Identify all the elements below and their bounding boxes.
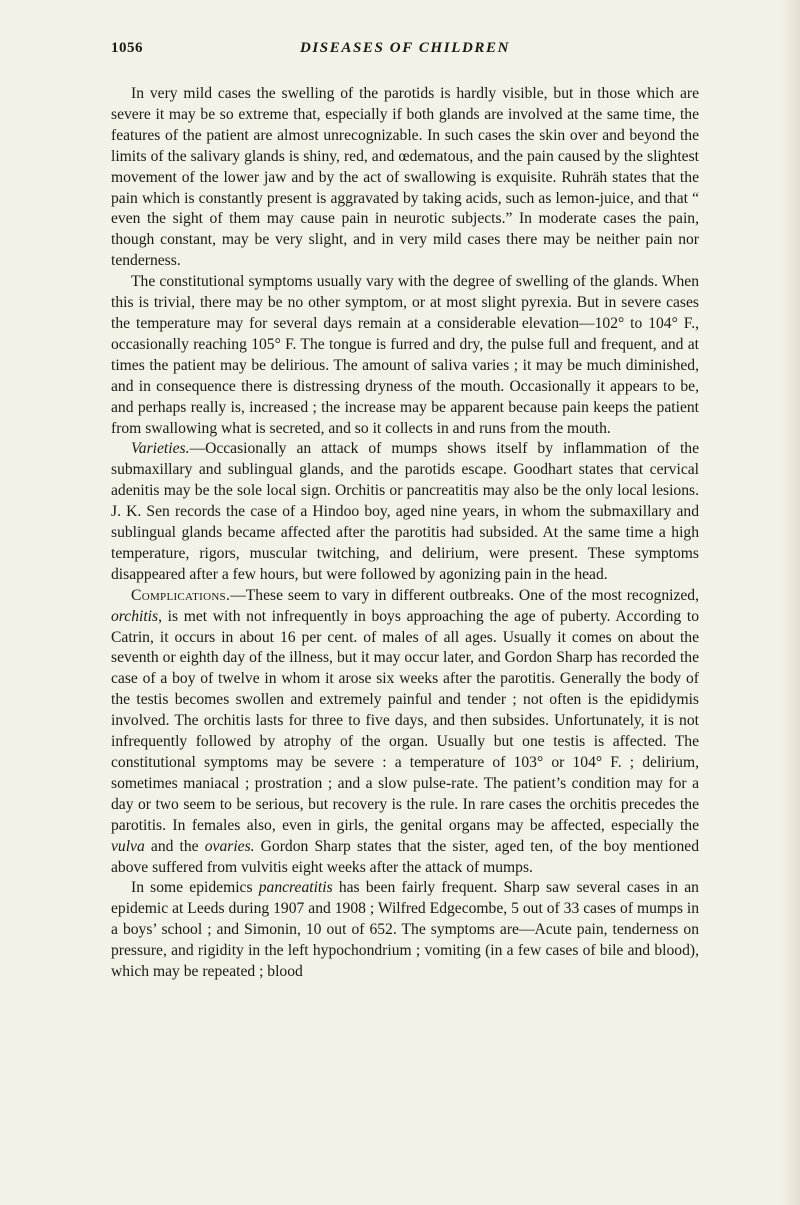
varieties-heading: Varieties. xyxy=(131,440,190,458)
complications-text-b: , is met with not infrequently in boys approaching the age of puberty. According to Catrin, it occurs in about 16 per cent. of males of all ages. Usually it comes on about the seventh or eighth day of the illness, but it may occur later, and Gordon Sharp has recorded the case of a boy of twelve in whom it arose six weeks after the parotitis. Generally the body of the testis becomes swollen and extremely painful and tender ; not often is the epididymis involved. The orchitis lasts for three to five days, and then subsides. Unfortunately, it is not infrequently followed by atrophy of the organ. Usually but one testis is affected. The constitutional symptoms may be severe : a temperature of 103° or 104° F. ; delirium, sometimes maniacal ; prostration ; and a slow pulse-rate. The patient’s condition may for a day or two seem to be serious, but recovery is the rule. In rare cases the orchitis precedes the parotitis. In females also, even in girls, the genital organs may be affected, especially the xyxy=(111,607,699,834)
pancreatitis-text-a: In some epidemics xyxy=(131,879,259,897)
paragraph-pancreatitis xyxy=(111,878,699,983)
complications-text-a: —These seem to vary in different outbreaks. One of the most recognized, xyxy=(230,586,699,604)
complications-text-c: and the xyxy=(144,837,205,855)
paragraph-constitutional-symptoms: The constitutional symptoms usually vary with the degree of swelling of the glands. When this is trivial, there may be no other symptom, or at most slight pyrexia. But in severe cases the temperature may for several days remain at a considerable elevation—102° to 104° F., occasionally reaching 105° F. The tongue is furred and dry, the pulse full and frequent, and at times the patient may be delirious. The amount of saliva varies ; it may be much diminished, and in consequence there is distressing dryness of the mouth. Occasionally it appears to be, and perhaps really is, increased ; the increase may be apparent because pain keeps the patient from swallowing what is secreted, and so it collects in and runs from the mouth. xyxy=(111,273,699,437)
pancreatitis-text-b: has been fairly frequent. Sharp saw several cases in an epidemic at Leeds during 1907 and 1908 ; Wilfred Edgecombe, 5 out of 33 cases of mumps in a boys’ school ; and Simonin, 10 out of 652. The symptoms are—Acute pain, tenderness on pressure, and rigidity in the left hypochondrium ; vomiting (in a few cases of bile and blood), which may be repeated ; blood xyxy=(111,879,699,981)
complications-text-d: Gordon Sharp states that the sister, aged ten, of the boy mentioned above suffered from vulvitis eight weeks after the attack of mumps. xyxy=(111,837,699,876)
complications-heading: Complications. xyxy=(131,586,231,604)
term-pancreatitis: pancreatitis xyxy=(258,879,333,897)
paragraph-swelling: In very mild cases the swelling of the parotids is hardly visible, but in those which are severe it may be so extreme that, especially if both glands are involved at the same time, the features of the patient are almost unrecognizable. In such cases the skin over and beyond the limits of the salivary glands is shiny, red, and œdematous, and the pain caused by the slightest movement of the lower jaw and by the act of swallowing is exquisite. Ruhräh states that the pain which is constantly present is aggravated by taking acids, such as lemon-juice, and that “ even the sight of them may cause pain in neurotic subjects.” In moderate cases the pain, though constant, may be very slight, and in very mild cases there may be neither pain nor tenderness. xyxy=(111,85,699,270)
paragraph-varieties xyxy=(111,439,699,585)
running-title: DISEASES OF CHILDREN xyxy=(299,40,511,56)
page-header xyxy=(111,40,699,60)
term-orchitis: orchitis xyxy=(111,607,159,625)
varieties-text: —Occasionally an attack of mumps shows itself by inflammation of the submaxillary and sublingual glands, and the parotids escape. Goodhart states that cervical adenitis may be the sole local sign. Orchitis or pancreatitis may also be the only local lesions. J. K. Sen records the case of a Hindoo boy, aged nine years, in whom the submaxillary and sublingual glands became affected after the parotitis had subsided. At the same time a high temperature, rigors, muscular twitching, and delirium, were present. These symptoms disappeared after a few hours, but were followed by agonizing pain in the head. xyxy=(111,440,699,583)
paragraph-complications xyxy=(111,586,699,879)
page-edge-shadow xyxy=(782,0,800,1205)
body-text xyxy=(111,84,699,983)
page-number: 1056 xyxy=(111,40,143,56)
term-vulva: vulva xyxy=(111,837,145,855)
term-ovaries: ovaries. xyxy=(204,837,255,855)
